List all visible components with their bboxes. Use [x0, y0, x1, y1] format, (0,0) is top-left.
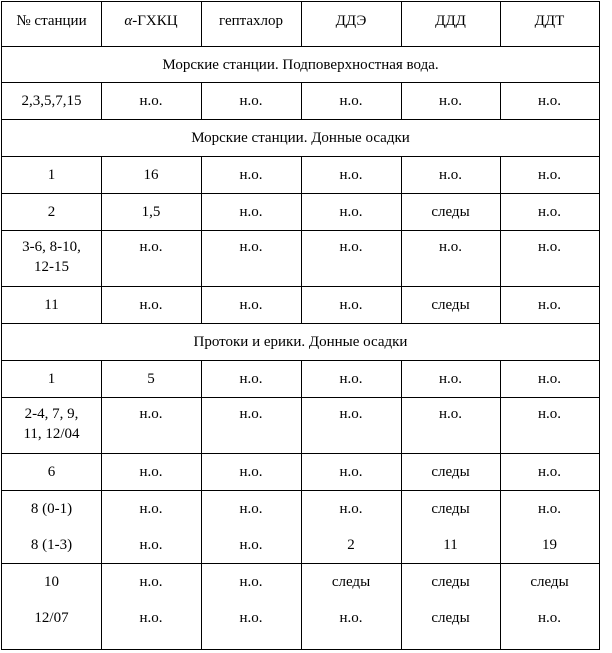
- value-cell: н.о.: [438, 93, 463, 109]
- value-cell: 1,5: [141, 204, 161, 220]
- value-cell: следы: [431, 297, 470, 313]
- value-cell: н.о.: [339, 464, 363, 480]
- station-cell-line2: 12-15: [34, 259, 69, 275]
- value-cell: н.о.: [239, 239, 263, 255]
- station-cell: 11: [44, 297, 59, 313]
- header-alpha-hchc: α-ГХКЦ: [124, 13, 178, 29]
- value-cell: н.о.: [339, 371, 363, 387]
- value-cell: н.о.: [339, 167, 363, 183]
- value-cell: н.о.: [239, 167, 263, 183]
- table-row: [2, 231, 599, 287]
- value-cell: н.о.: [239, 204, 263, 220]
- value-cell: н.о.: [139, 93, 163, 109]
- value-cell: следы: [431, 204, 470, 220]
- value-cell: н.о.: [537, 406, 562, 422]
- value-cell: н.о.: [537, 239, 562, 255]
- table-row-group: [2, 564, 599, 649]
- value-cell: н.о.: [239, 574, 263, 590]
- header-dde: ДДЭ: [335, 13, 367, 29]
- value-cell: следы: [431, 464, 470, 480]
- value-cell: 5: [147, 371, 155, 387]
- value-cell: н.о.: [339, 297, 363, 313]
- value-cell: н.о.: [139, 610, 163, 626]
- value-cell: н.о.: [139, 297, 163, 313]
- value-cell: н.о.: [139, 406, 163, 422]
- station-cell: 1: [47, 371, 56, 387]
- value-cell: н.о.: [537, 167, 562, 183]
- value-cell: н.о.: [339, 501, 363, 517]
- value-cell: н.о.: [438, 406, 463, 422]
- value-cell: 16: [143, 167, 159, 183]
- section-title: Протоки и ерики. Донные осадки: [193, 334, 408, 350]
- value-cell: н.о.: [239, 501, 263, 517]
- value-cell: н.о.: [239, 371, 263, 387]
- value-cell: н.о.: [239, 406, 263, 422]
- value-cell: н.о.: [339, 406, 363, 422]
- value-cell: н.о.: [239, 93, 263, 109]
- header-ddd: ДДД: [435, 13, 466, 29]
- value-cell: следы: [431, 501, 470, 517]
- value-cell: н.о.: [339, 239, 363, 255]
- value-cell: 2: [347, 537, 355, 553]
- value-cell: н.о.: [339, 610, 363, 626]
- pesticide-table: [1, 1, 600, 650]
- station-cell-line1: 2-4, 7, 9,: [24, 406, 79, 422]
- table-row: [2, 83, 599, 120]
- table-row: [2, 398, 599, 454]
- value-cell: н.о.: [239, 464, 263, 480]
- value-cell: н.о.: [339, 204, 363, 220]
- section-title: Морские станции. Донные осадки: [191, 130, 410, 146]
- section-title-row: [2, 120, 599, 157]
- value-cell: н.о.: [139, 239, 163, 255]
- table-row-group: [2, 491, 599, 564]
- value-cell: следы: [331, 574, 371, 590]
- station-cell: 10: [44, 574, 59, 590]
- table-row: [2, 287, 599, 324]
- value-cell: н.о.: [239, 537, 263, 553]
- station-cell-line2: 11, 12/04: [23, 426, 80, 442]
- alpha-symbol: α: [124, 13, 133, 29]
- table-row: [2, 194, 599, 231]
- value-cell: н.о.: [139, 537, 163, 553]
- value-cell: 19: [542, 537, 557, 553]
- value-cell: н.о.: [537, 501, 562, 517]
- value-cell: н.о.: [339, 93, 363, 109]
- value-cell: н.о.: [537, 93, 562, 109]
- value-cell: н.о.: [438, 167, 463, 183]
- header-station: № станции: [16, 13, 87, 29]
- station-cell: 1: [47, 167, 56, 183]
- station-cell-line1: 3-6, 8-10,: [22, 239, 81, 255]
- section-title: Морские станции. Подповерхностная вода.: [162, 57, 439, 73]
- value-cell: н.о.: [438, 239, 463, 255]
- table-row: [2, 454, 599, 491]
- station-cell: 6: [47, 464, 56, 480]
- value-cell: н.о.: [139, 464, 163, 480]
- section-title-row: [2, 47, 599, 83]
- station-cell: 2: [47, 204, 56, 220]
- section-title-row: [2, 324, 599, 361]
- table-row: [2, 157, 599, 194]
- station-cell: 12/07: [34, 610, 69, 626]
- header-heptachlor: гептахлор: [218, 13, 284, 29]
- value-cell: следы: [431, 610, 470, 626]
- station-cell: 2,3,5,7,15: [21, 93, 82, 109]
- header-row: [2, 2, 599, 47]
- value-cell: н.о.: [537, 297, 562, 313]
- value-cell: н.о.: [537, 464, 562, 480]
- value-cell: н.о.: [438, 371, 463, 387]
- value-cell: н.о.: [537, 371, 562, 387]
- value-cell: н.о.: [537, 204, 562, 220]
- value-cell: н.о.: [239, 297, 263, 313]
- value-cell: 11: [443, 537, 458, 553]
- value-cell: н.о.: [537, 610, 562, 626]
- table-row: [2, 361, 599, 398]
- value-cell: н.о.: [239, 610, 263, 626]
- value-cell: следы: [530, 574, 569, 590]
- value-cell: н.о.: [139, 501, 163, 517]
- value-cell: н.о.: [139, 574, 163, 590]
- value-cell: следы: [431, 574, 470, 590]
- header-ddt: ДДТ: [534, 13, 565, 29]
- station-cell: 8 (1-3): [30, 537, 73, 553]
- station-cell: 8 (0-1): [30, 501, 73, 517]
